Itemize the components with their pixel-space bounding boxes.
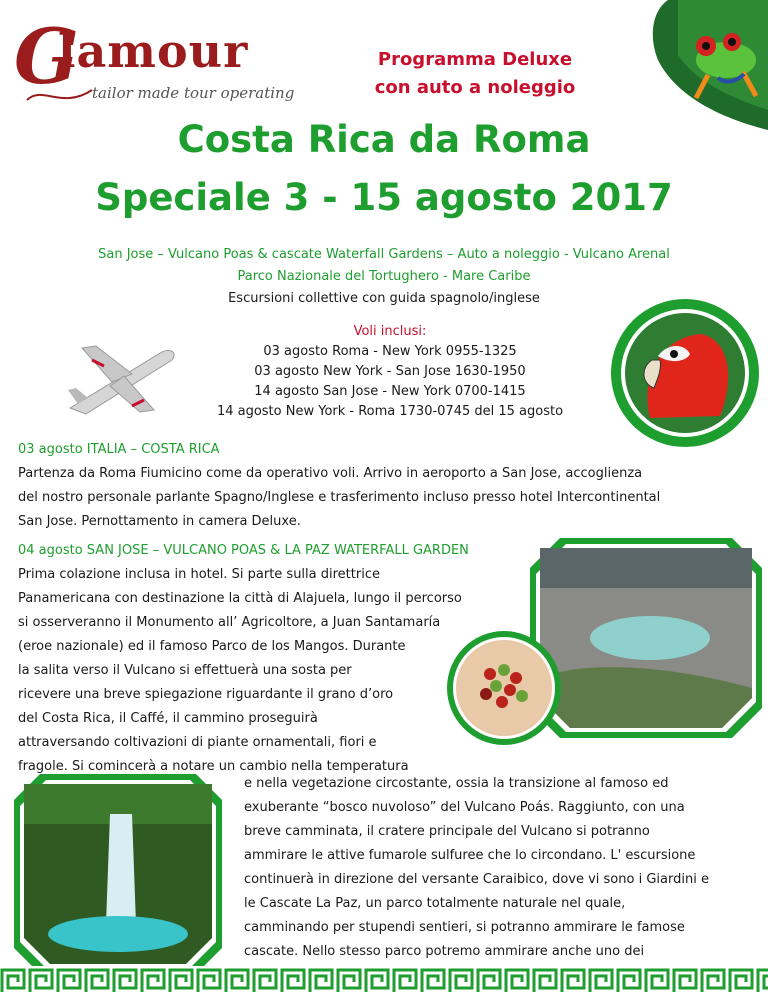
tree-frog-image <box>648 0 768 130</box>
airplane-icon <box>62 338 182 418</box>
paragraph-line: le Cascate La Paz, un parco totalmente naturale nel quale, <box>244 896 626 911</box>
paragraph-line: del Costa Rica, il Caffé, il cammino proseguirà <box>18 711 318 726</box>
itinerary-summary: San Jose – Vulcano Poas & cascate Waterfall Gardens – Auto a noleggio - Vulcano Arenal <box>98 247 670 262</box>
promo-heading <box>360 46 590 102</box>
paragraph-line: si osserveranno il Monumento all’ Agricoltore, a Juan Santamaría <box>18 615 441 630</box>
excursion-note: Escursioni collettive con guida spagnolo/inglese <box>228 291 540 306</box>
day-title: 03 agosto ITALIA – COSTA RICA <box>18 442 220 457</box>
day-description <box>18 462 758 534</box>
volcano-crater-image <box>530 538 762 738</box>
day-description-right <box>244 772 764 988</box>
paragraph-line: ammirare le attive fumarole sulfuree che lo circondano. L' escursione <box>244 848 696 863</box>
page-title: Costa Rica da Roma <box>177 118 591 161</box>
day-title: 04 agosto SAN JOSE – VULCANO POAS & LA PAZ WATERFALL GARDEN <box>18 543 469 558</box>
paragraph-line: breve camminata, il cratere principale del Vulcano si potranno <box>244 824 650 839</box>
greek-key-border <box>0 966 768 994</box>
logo-tagline: tailor made tour operating <box>92 84 295 102</box>
logo-brand: lamour <box>58 24 249 78</box>
logo-initial: G <box>14 12 79 101</box>
paragraph-line: Partenza da Roma Fiumicino come da operativo voli. Arrivo in aeroporto a San Jose, accoglienza <box>18 466 643 481</box>
paragraph-line: Prima colazione inclusa in hotel. Si parte sulla direttrice <box>18 567 380 582</box>
paragraph-line: fragole. Si comincerà a notare un cambio nella temperatura <box>18 759 409 774</box>
page-subtitle-dates: Speciale 3 - 15 agosto 2017 <box>95 176 673 219</box>
paragraph-line: (eroe nazionale) ed il famoso Parco de los Mangos. Durante <box>18 639 406 654</box>
flight-item: 03 agosto Roma - New York 0955-1325 <box>263 344 517 359</box>
flights-heading: Voli inclusi: <box>353 324 427 339</box>
paragraph-line: Panamericana con destinazione la città di Alajuela, lungo il percorso <box>18 591 462 606</box>
paragraph-line: ricevere una breve spiegazione riguardante il grano d’oro <box>18 687 394 702</box>
promo-line-2: con auto a noleggio <box>374 77 576 98</box>
logo-swirl-icon <box>22 80 102 110</box>
paragraph-line: San Jose. Pernottamento in camera Deluxe. <box>18 514 301 529</box>
parrot-image <box>610 298 760 448</box>
paragraph-line: attraversando coltivazioni di piante ornamentali, fiori e <box>18 735 377 750</box>
glamour-logo <box>14 12 304 110</box>
day-description-left <box>18 563 518 779</box>
paragraph-line: continuerà in direzione del versante Caraibico, dove vi sono i Giardini e <box>244 872 709 887</box>
waterfall-image <box>14 774 222 974</box>
flight-item: 14 agosto New York - Roma 1730-0745 del 15 agosto <box>216 404 564 419</box>
coffee-beans-image <box>446 630 562 746</box>
flight-item: 03 agosto New York - San Jose 1630-1950 <box>254 364 526 379</box>
paragraph-line: del nostro personale parlante Spagno/Inglese e trasferimento incluso presso hotel Intercontinental <box>18 490 661 505</box>
promo-line-1: Programma Deluxe <box>377 49 573 70</box>
itinerary-summary-2: Parco Nazionale del Tortughero - Mare Caribe <box>237 269 531 284</box>
paragraph-line: exuberante “bosco nuvoloso” del Vulcano Poás. Raggiunto, con una <box>244 800 685 815</box>
flights-block <box>180 322 600 422</box>
paragraph-line: e nella vegetazione circostante, ossia la transizione al famoso ed <box>244 776 669 791</box>
paragraph-line: camminando per stupendi sentieri, si potranno ammirare le famose <box>244 920 685 935</box>
paragraph-line: la salita verso il Vulcano si effettuerà una sosta per <box>18 663 352 678</box>
flight-item: 14 agosto San Jose - New York 0700-1415 <box>254 384 526 399</box>
paragraph-line: cascate. Nello stesso parco potremo ammirare anche uno dei <box>244 944 645 959</box>
